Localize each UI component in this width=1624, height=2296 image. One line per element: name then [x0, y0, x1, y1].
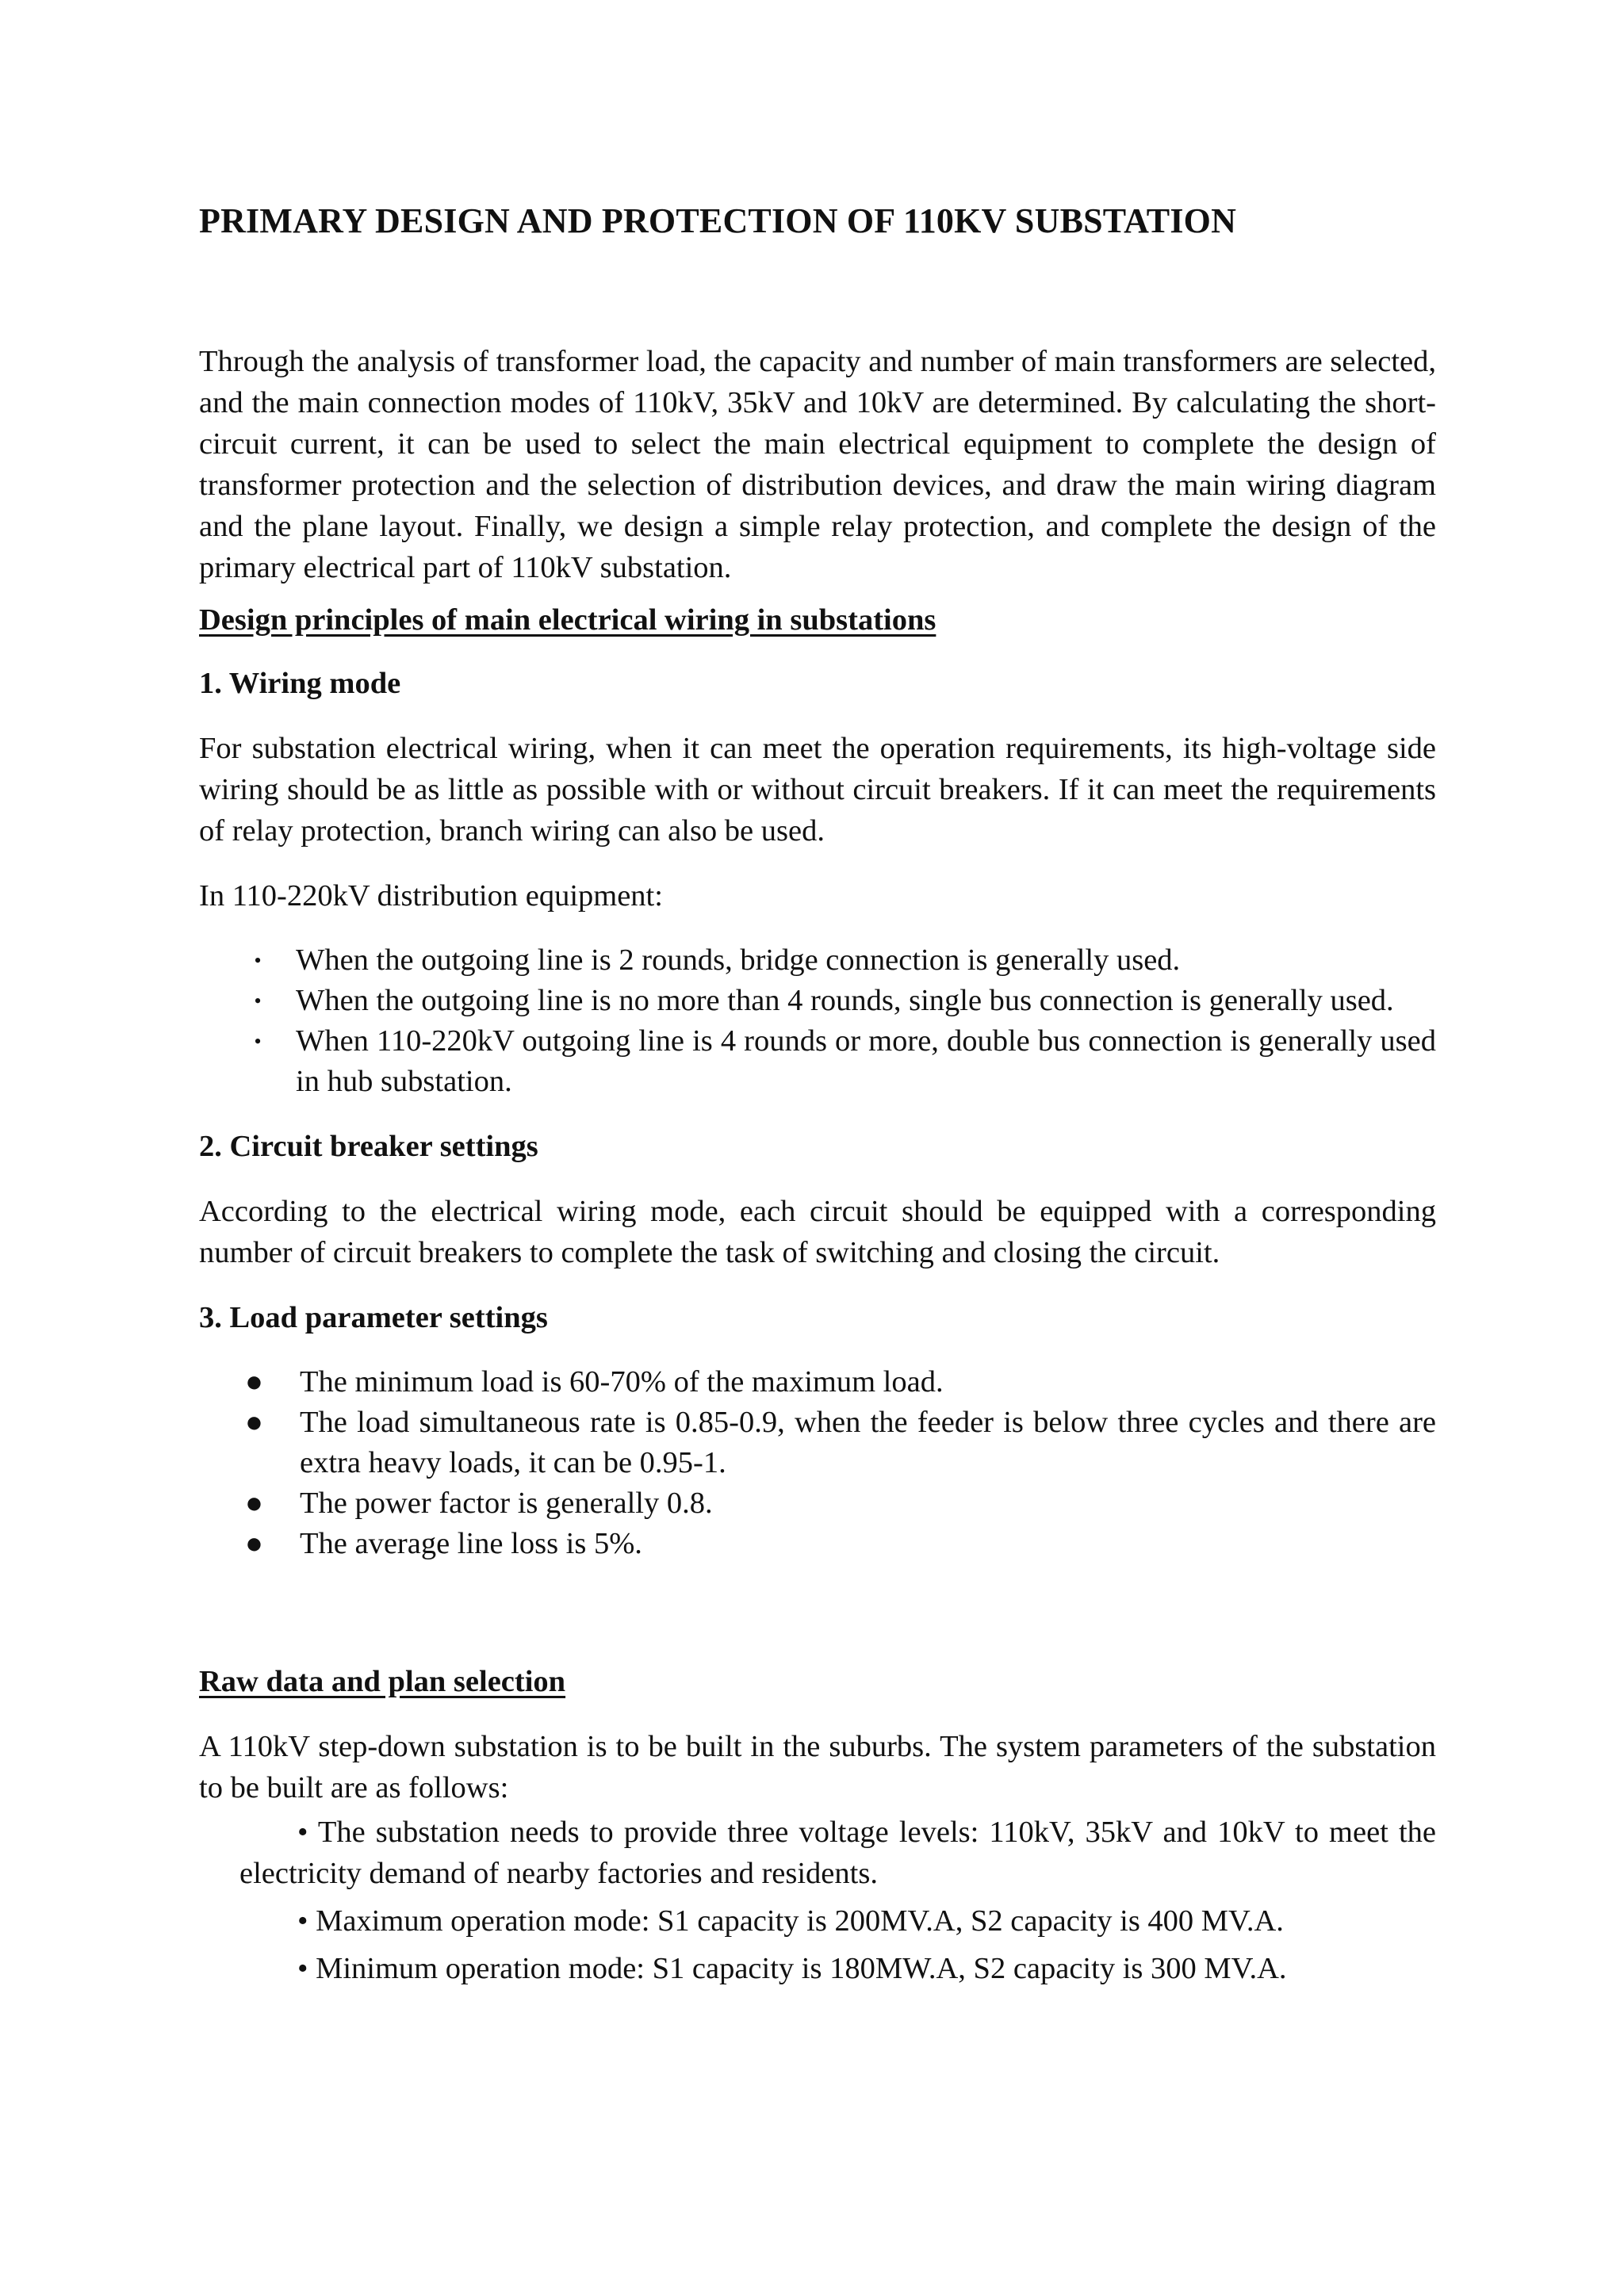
bullet-icon: ● [245, 1406, 263, 1439]
subsection-heading-circuit-breaker: 2. Circuit breaker settings [199, 1130, 538, 1163]
raw-data-list [199, 1812, 1436, 1989]
document-title: PRIMARY DESIGN AND PROTECTION OF 110KV SUBSTATION [199, 201, 1237, 240]
wiring-mode-list [199, 940, 1436, 1102]
bullet-icon: ● [245, 1365, 263, 1399]
list-item: ● The minimum load is 60-70% of the maximum load. [199, 1362, 1436, 1402]
subsection-heading-wiring-mode: 1. Wiring mode [199, 667, 401, 700]
abstract-paragraph: Through the analysis of transformer load, the capacity and number of main transformers are selected, and the main connection modes of 110kV, 35kV and 10kV are determined. By calculating the short-circuit current, it can be used to select the main electrical equipment to complete the design of transformer protection and the selection of distribution devices, and draw the main wiring diagram and the plane layout. Finally, we design a simple relay protection, and complete the design of the primary electrical part of 110kV substation. [199, 345, 1436, 584]
subsection-heading-load-parameter: 3. Load parameter settings [199, 1301, 548, 1334]
list-item: • Minimum operation mode: S1 capacity is 180MW.A, S2 capacity is 300 MV.A. [297, 1952, 1287, 1985]
section-heading-design-principles: Design principles of main electrical wiring in substations [199, 603, 936, 637]
bullet-icon: ● [245, 1527, 263, 1560]
list-item: ● The average line loss is 5%. [199, 1524, 1436, 1564]
document-content [199, 198, 1436, 1989]
distribution-equipment-intro: In 110-220kV distribution equipment: [199, 879, 663, 913]
section-heading-raw-data: Raw data and plan selection [199, 1665, 566, 1698]
circuit-breaker-paragraph: According to the electrical wiring mode, each circuit should be equipped with a corresponding number of circuit breakers to complete the task of switching and closing the circuit. [199, 1195, 1436, 1269]
list-item: • When 110-220kV outgoing line is 4 rounds or more, double bus connection is generally used in hub substation. [199, 1021, 1436, 1102]
list-item: • The substation needs to provide three voltage levels: 110kV, 35kV and 10kV to meet the electricity demand of nearby factories and residents. [239, 1816, 1436, 1890]
bullet-icon: • [254, 989, 262, 1012]
list-item: • Maximum operation mode: S1 capacity is 200MV.A, S2 capacity is 400 MV.A. [297, 1904, 1284, 1938]
list-item: • When the outgoing line is 2 rounds, bridge connection is generally used. [199, 940, 1436, 981]
raw-data-paragraph: A 110kV step-down substation is to be built in the suburbs. The system parameters of the substation to be built are as follows: [199, 1730, 1436, 1804]
bullet-icon: ● [245, 1487, 263, 1520]
list-item: • When the outgoing line is no more than 4 rounds, single bus connection is generally used. [199, 981, 1436, 1021]
bullet-icon: • [254, 1030, 262, 1053]
wiring-mode-paragraph: For substation electrical wiring, when it can meet the operation requirements, its high-voltage side wiring should be as little as possible with or without circuit breakers. If it can meet the requirements of relay protection, branch wiring can also be used. [199, 732, 1436, 848]
bullet-icon: • [254, 949, 262, 972]
list-item: ● The load simultaneous rate is 0.85-0.9, when the feeder is below three cycles and there are extra heavy loads, it can be 0.95-1. [199, 1402, 1436, 1483]
list-item: ● The power factor is generally 0.8. [199, 1483, 1436, 1524]
load-parameter-list [199, 1362, 1436, 1564]
